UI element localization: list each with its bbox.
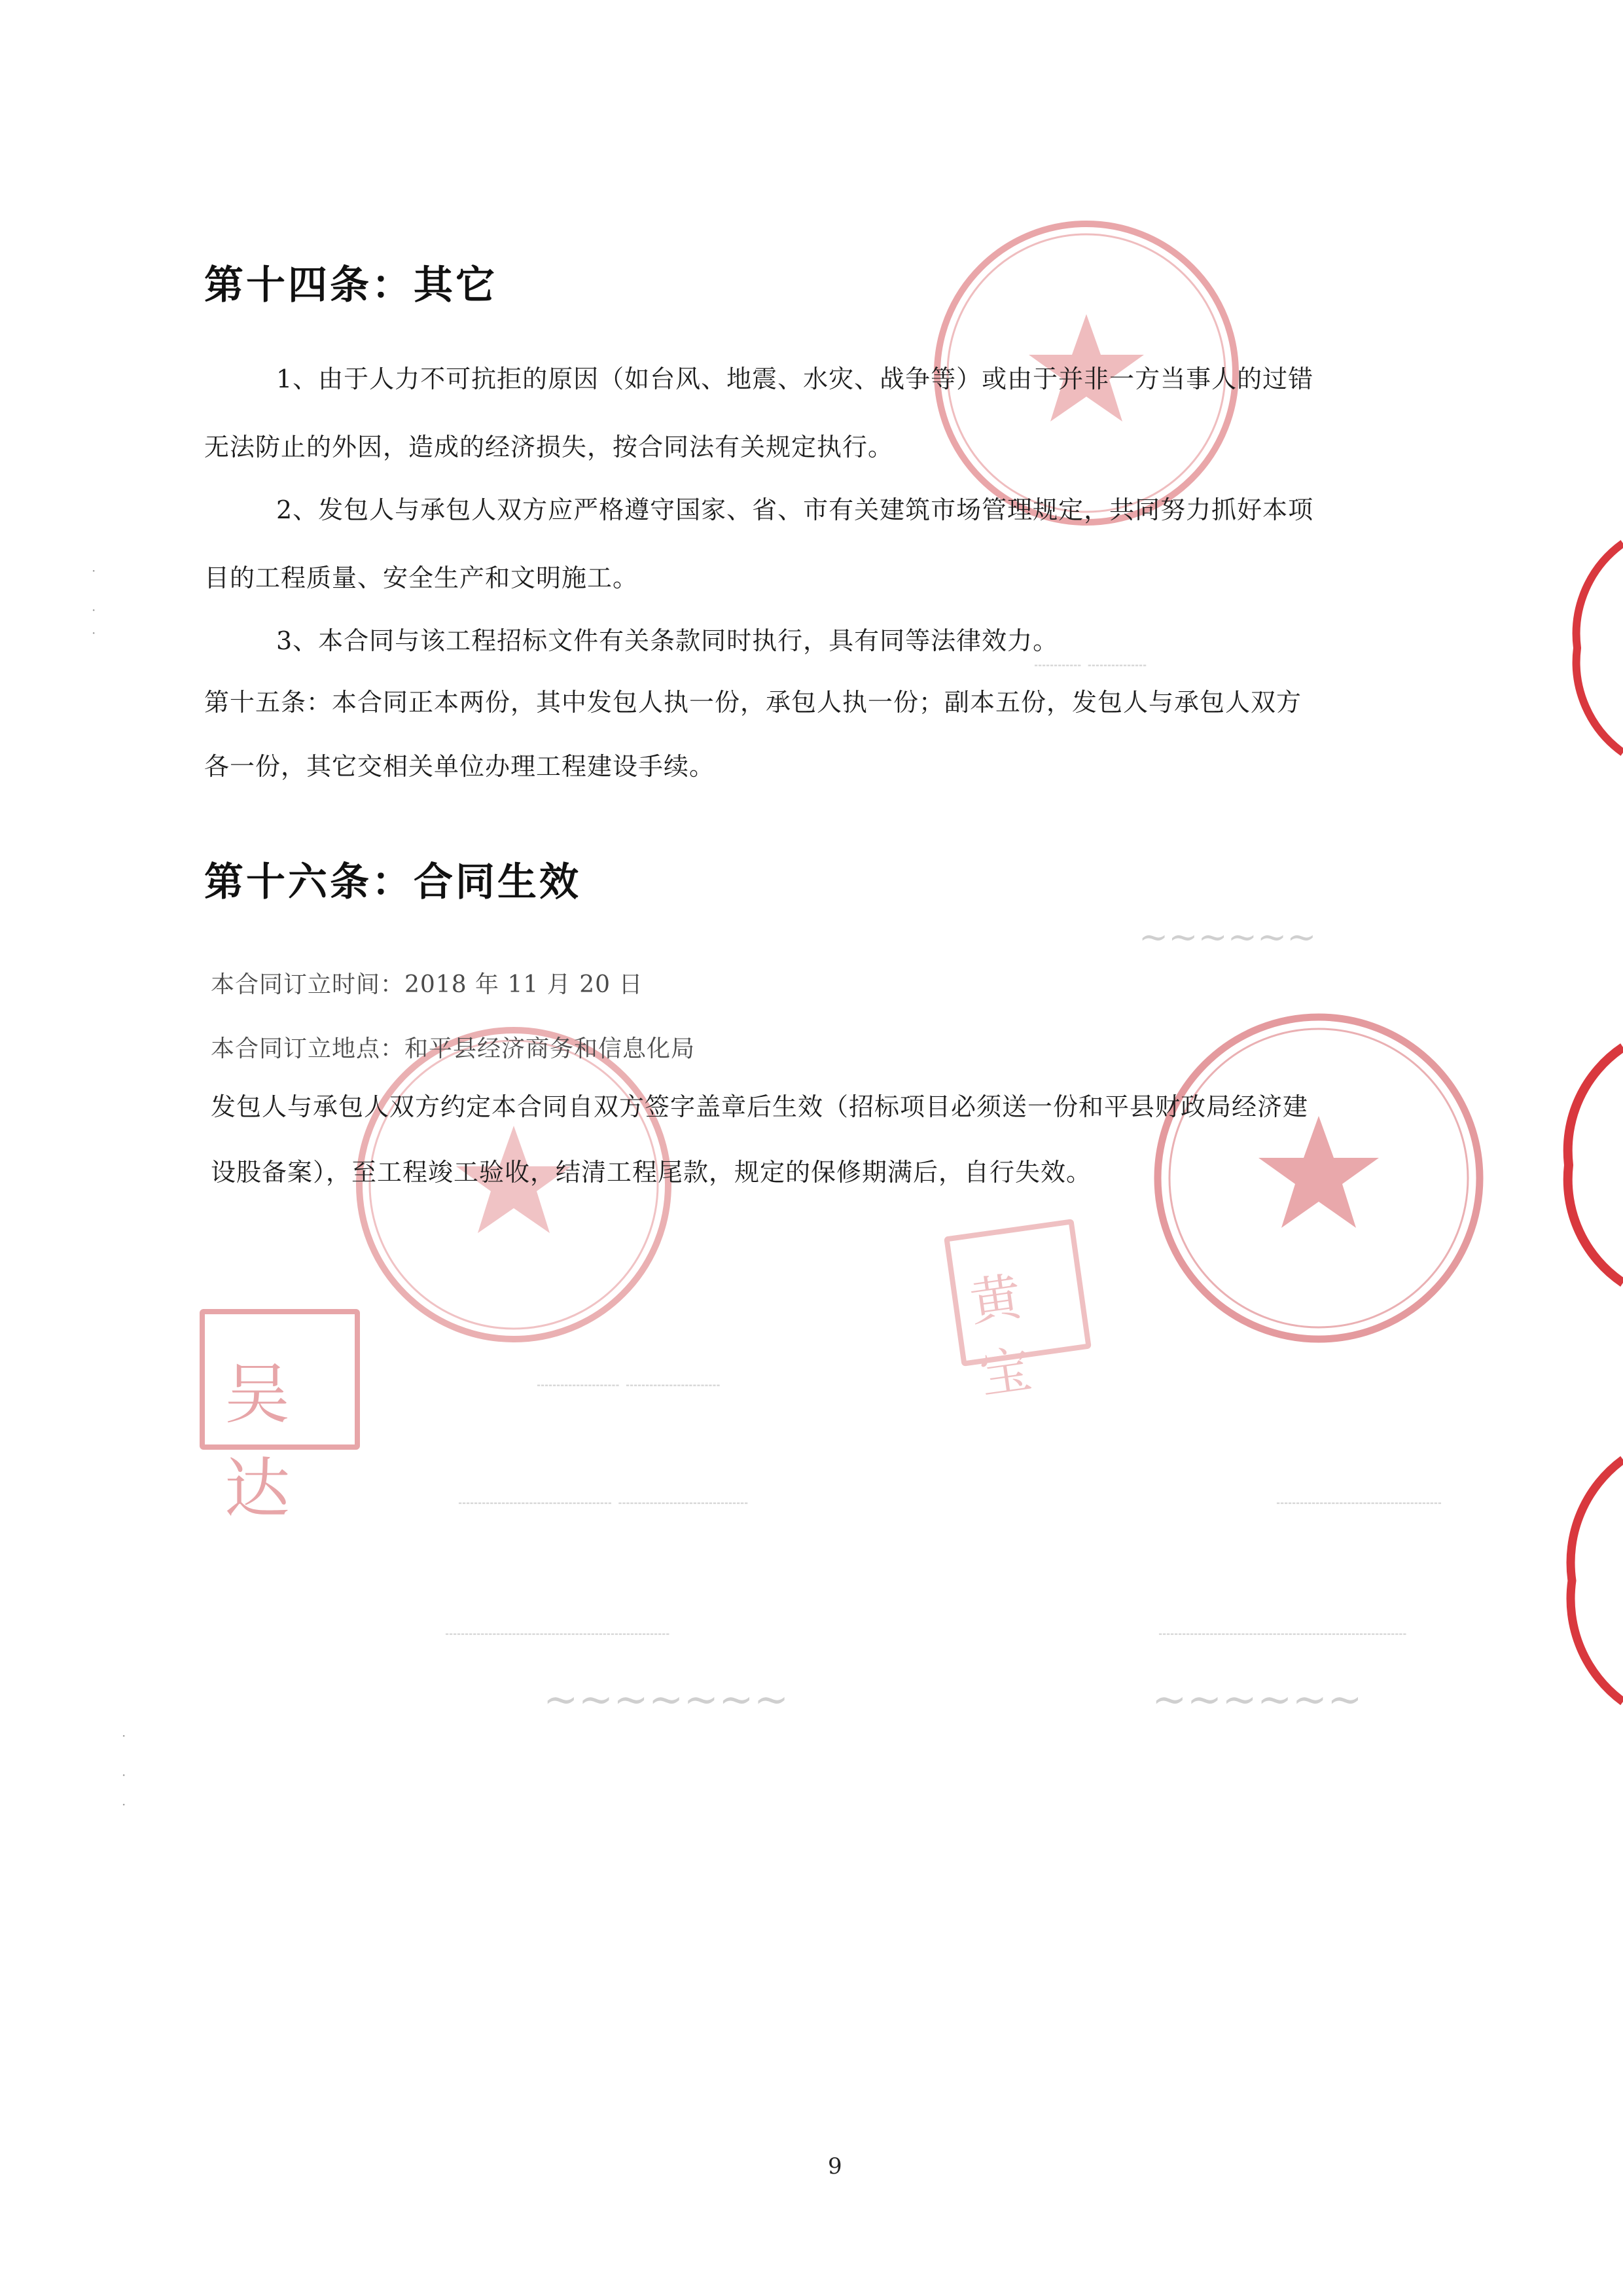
contract-sign-time: 本合同订立时间：2018 年 11 月 20 日 [211,971,643,998]
article-14-item-1-line-1: 1、由于人力不可抗拒的原因（如台风、地震、水灾、战争等）或由于并非一方当事人的过错 [276,365,1314,393]
article-14-item-3: 3、本合同与该工程招标文件有关条款同时执行，具有同等法律效力。 [276,626,1059,655]
scan-mark: · [92,602,96,618]
edge-seal-bottom [1564,1453,1623,1711]
scan-mark: · [122,1797,126,1812]
edge-seal-top [1571,537,1623,762]
article-15-line-1: 第十五条：本合同正本两份，其中发包人执一份，承包人执一份；副本五份，发包人与承包人双方 [204,688,1302,717]
bleed-through-text: ┄┄┄┄┄┄┄ ┄┄┄┄┄┄┄┄ [537,1374,721,1397]
scan-mark: · [122,1728,126,1744]
bleed-through-text: ┄┄┄┄ ┄┄┄┄┄ [1034,655,1147,677]
personal-seal-wuda: 吴达 [200,1309,360,1450]
contract-sign-place: 本合同订立地点：和平县经济商务和信息化局 [211,1035,696,1062]
contractor-seal-right [1149,1008,1489,1348]
bleed-through-text: ┄┄┄┄┄┄┄┄┄┄┄┄┄ ┄┄┄┄┄┄┄┄┄┄┄ [458,1492,749,1515]
bleed-through-handwriting: ~~~~~~ [1152,1676,1363,1724]
bleed-through-text: ┄┄┄┄┄┄┄┄┄┄┄┄┄┄ [1276,1492,1442,1515]
bleed-through-text: ┄┄┄┄┄┄┄┄┄┄┄┄┄┄┄┄┄┄┄┄┄ [1158,1623,1407,1646]
article-16-effect-line-2: 设股备案），至工程竣工验收，结清工程尾款，规定的保修期满后，自行失效。 [211,1158,1092,1187]
article-14-item-2-line-1: 2、发包人与承包人双方应严格遵守国家、省、市有关建筑市场管理规定，共同努力抓好本项 [276,495,1314,524]
scan-mark: · [92,625,96,641]
article-16-heading: 第十六条：合同生效 [204,859,581,905]
article-16-effect-line-1: 发包人与承包人双方约定本合同自双方签字盖章后生效（招标项目必须送一份和平县财政局经济建 [211,1092,1309,1121]
scan-mark: · [92,563,96,579]
article-14-item-1-line-2: 无法防止的外因，造成的经济损失，按合同法有关规定执行。 [204,433,894,461]
bleed-through-handwriting: ~~~~~~ [1139,916,1317,958]
page-number: 9 [828,2153,842,2179]
bleed-through-handwriting: ~~~~~~~ [543,1676,789,1724]
personal-seal-huangbao: 黄宝 [944,1219,1092,1367]
article-15-line-2: 各一份，其它交相关单位办理工程建设手续。 [204,752,715,781]
article-14-item-2-line-2: 目的工程质量、安全生产和文明施工。 [204,564,639,592]
edge-seal-middle [1561,1041,1623,1292]
scan-mark: · [122,1767,126,1783]
article-14-heading: 第十四条：其它 [204,262,497,308]
bleed-through-text: ┄┄┄┄┄┄┄┄┄┄┄┄┄┄┄┄┄┄┄ [445,1623,670,1646]
